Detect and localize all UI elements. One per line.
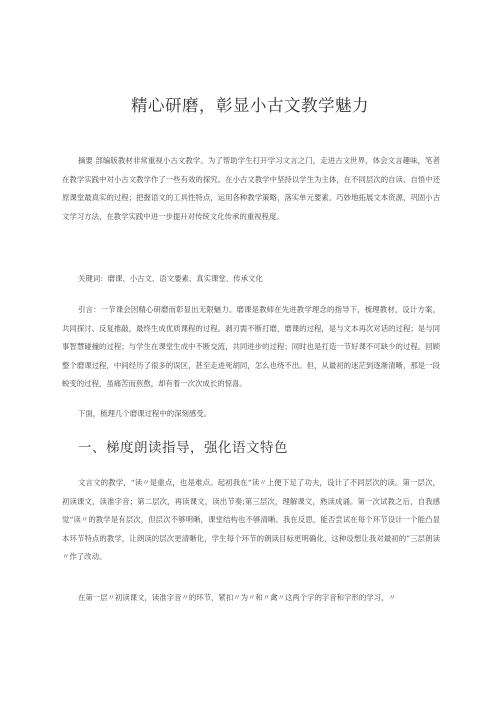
transition-paragraph: 下面，梳理几个磨课过程中的深刻感受。 — [78, 409, 212, 418]
section-heading: 一、梯度朗读指导，强化语文特色 — [78, 440, 288, 456]
document-title: 精心研磨，彰显小古文教学魅力 — [131, 96, 369, 115]
abstract-paragraph: 摘要 部编版教材非常重视小古文教学。为了帮助学生打开学习文言之门，走进古文世界，体会文言趣味，笔者在教学实践中对小古文教学作了一些有效的探究。在小古文教学中坚持以学生为主体，在不同层次的自读、自悟中还原课堂最真实的过程；把握语文的工具性特点，运用各种教学策略，落实单元要素。巧妙地拓展文本资源，巩固小古文学习方法，在教学实践中进一步提升对传统文化传承的重视程度。 — [62, 156, 440, 221]
intro-paragraph: 引言：一节课会因精心研磨而彰显出无限魅力。磨课是教师在先进教学理念的指导下，梳理教材，设计方案，共同探讨、反复推敲，最终生成优质课程的过程。剥刃需不断打磨，磨课的过程，是与文本再次对话的过程；是与同事智慧碰撞的过程；与学生在课堂生成中不断交流，共同进步的过程；同时也是打造一节好课不可缺少的过程。回顾整个磨课过程，中间经历了很多的误区，甚至走进死胡同，怎么也绕不出。但，从最初的迷茫到逐渐清晰，那是一段蜕变的过程，虽痛苦而煎熬，却有着一次次成长的惊喜。 — [62, 305, 440, 389]
section-paragraph: 文言文的教学，“读〃是重点，也是难点。起初我在“读〃上便下足了功夫，设计了不同层次的读。第一层次，初读课文，读准字音；第二层次，再读课文，读出节奏;第三层次，理解课文，熟读成诵。第一次试教之后，自我感觉“读〃的教学是有层次，但层次不够明晰，课堂结构也不够清晰。我在反思，能否尝试在每个环节设计一个能凸显本环节特点的教学，让朗读的层次更清晰化，学生每个环节的朗读目标更明确化，这种设想让我对最初的”三层朗读〃作了改动。 — [62, 478, 440, 562]
keywords-paragraph: 关键词：磨课、小古文、语文要素、真实课堂、传承文化 — [78, 274, 263, 283]
section-paragraph-continued: 在第一层〃初读课文，读准字音〃的环节，紧扣〃为〃和〃禽〃这两个字的字音和字形的学习，〃 — [78, 593, 396, 602]
